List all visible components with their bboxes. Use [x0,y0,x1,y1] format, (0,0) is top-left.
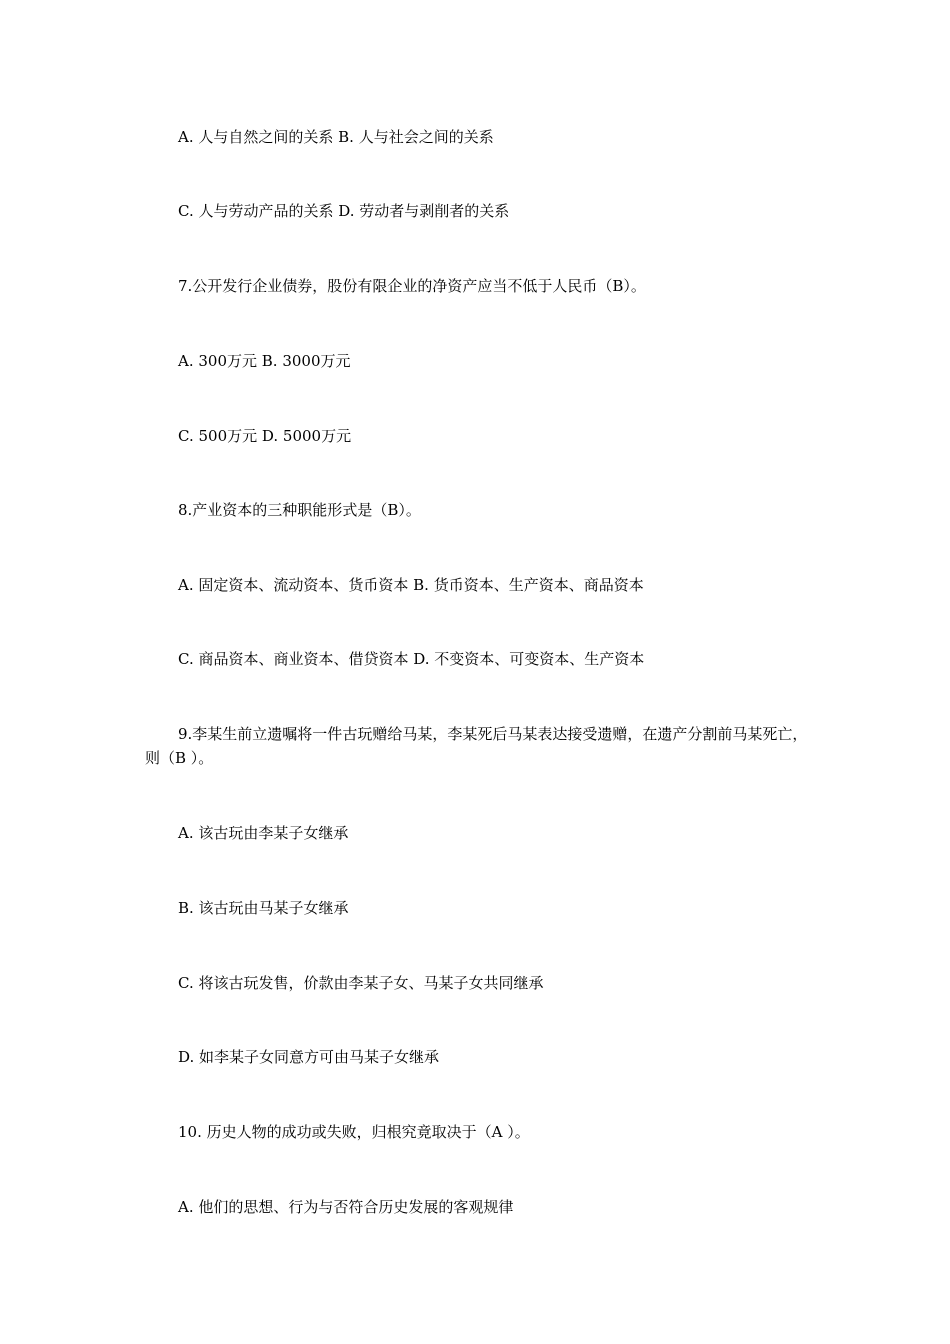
q10-question: 10. 历史人物的成功或失败，归根究竟取决于（A ）。 [178,1123,530,1141]
q6-options-ab: A. 人与自然之间的关系 B. 人与社会之间的关系 [178,128,494,146]
q8-options-ab: A. 固定资本、流动资本、货币资本 B. 货币资本、生产资本、商品资本 [178,576,644,594]
q7-question: 7.公开发行企业债券，股份有限企业的净资产应当不低于人民币（B）。 [178,277,646,295]
q8-options-cd: C. 商品资本、商业资本、借贷资本 D. 不变资本、可变资本、生产资本 [178,650,645,668]
q9-option-c: C. 将该古玩发售，价款由李某子女、马某子女共同继承 [178,974,544,992]
q9-option-a: A. 该古玩由李某子女继承 [178,824,349,842]
q9-option-b: B. 该古玩由马某子女继承 [178,899,349,917]
q9-question: 9.李某生前立遗嘱将一件古玩赠给马某，李某死后马某表达接受遗赠，在遗产分割前马某死亡，则（B ）。 [145,725,808,767]
q8-question: 8.产业资本的三种职能形式是（B）。 [178,501,421,519]
q6-options-cd: C. 人与劳动产品的关系 D. 劳动者与剥削者的关系 [178,202,510,220]
q9-option-d: D. 如李某子女同意方可由马某子女继承 [178,1048,440,1066]
q10-option-a: A. 他们的思想、行为与否符合历史发展的客观规律 [178,1198,514,1216]
q7-options-ab: A. 300万元 B. 3000万元 [178,352,351,370]
q7-options-cd: C. 500万元 D. 5000万元 [178,427,352,445]
